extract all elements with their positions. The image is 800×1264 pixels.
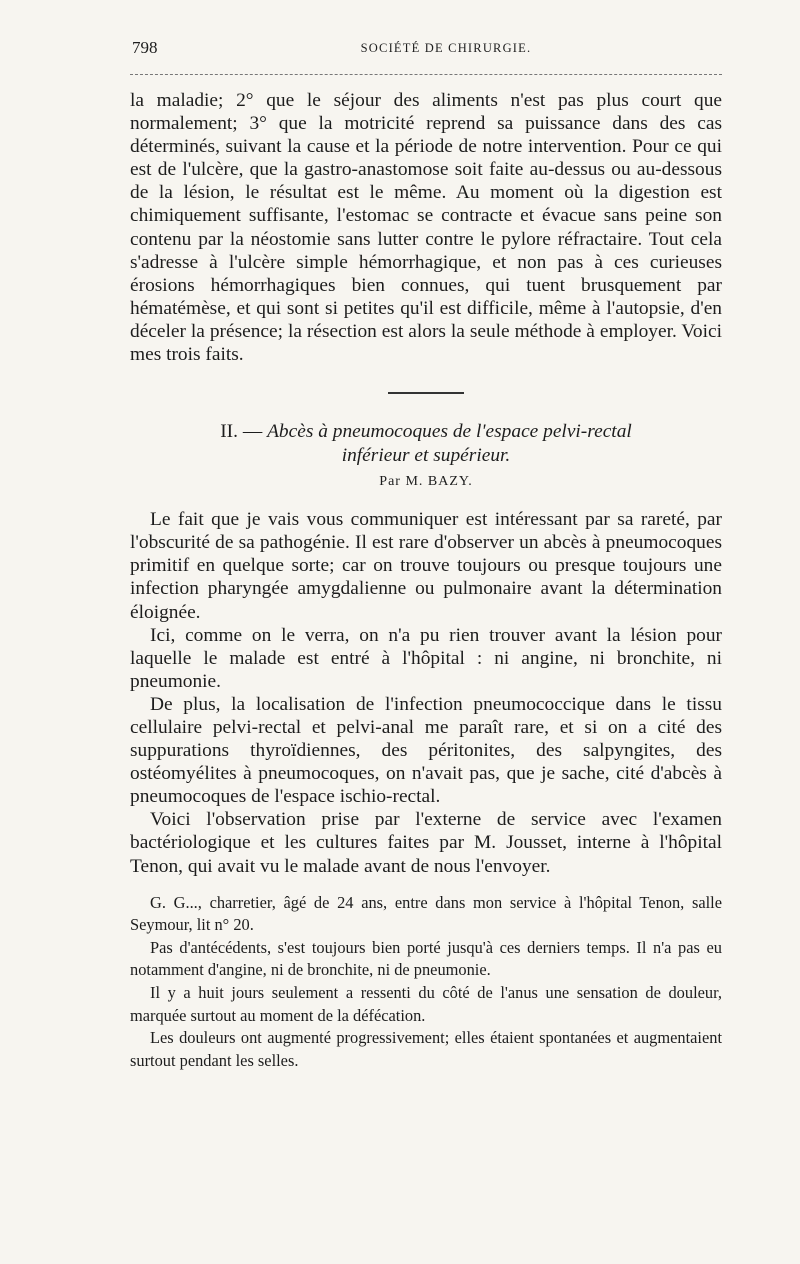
section-heading: [130, 420, 722, 468]
section-title-text: Abcès à pneumocoques de l'espace pelvi-rectal: [267, 421, 632, 443]
journal-page: [130, 38, 722, 1072]
paragraph: la maladie; 2° que le séjour des aliments n'est pas plus court que normalement; 3° que la motricité reprend sa puissance dans des cas déterminés, suivant la cause et la période de notre intervention. Pour ce qui est de l'ulcère, que la gastro-anastomose soit faite au-dessus ou au-dessous de la lésion, le résultat est le même. Au moment où la digestion est chimiquement suffisante, l'estomac se contracte et évacue sans peine son contenu par la néostomie sans lutter contre le pylore réfractaire. Tout cela s'adresse à l'ulcère simple hémorrhagique, et non pas à ces curieuses érosions hémorrhagiques bien connues, qui tuent brusquement par hématémèse, et qui sont si petites qu'il est difficile, même à l'autopsie, d'en déceler la présence; la résection est alors la seule méthode à employer. Voici mes trois faits.: [130, 90, 722, 366]
continued-text: [130, 89, 722, 366]
section-separator: [388, 392, 464, 394]
section-numeral: II. —: [220, 421, 268, 443]
paragraph: Voici l'observation prise par l'externe de service avec l'examen bactériologique et les cultures faites par M. Jousset, interne à l'hôpital Tenon, qui avait vu le malade avant de nous l'envoyer.: [130, 809, 722, 877]
paragraph: Ici, comme on le verra, on n'a pu rien trouver avant la lésion pour laquelle le malade est entré à l'hôpital : ni angine, ni bronchite, ni pneumonie.: [130, 624, 722, 692]
running-title: SOCIÉTÉ DE CHIRURGIE.: [360, 41, 532, 55]
observation-paragraph: Les douleurs ont augmenté progressivement; elles étaient spontanées et augmentaient surtout pendant les selles.: [130, 1028, 722, 1070]
article-body: [130, 508, 722, 878]
section-title-line-2: inférieur et supérieur.: [341, 445, 511, 467]
running-header: [130, 38, 722, 64]
paragraph: De plus, la localisation de l'infection pneumococcique dans le tissu cellulaire pelvi-rectal et pelvi-anal me paraît rare, et si on a cité des suppurations thyroïdiennes, des péritonites, des salpyngites, des ostéomyélites à pneumocoques, on n'avait pas, que je sache, cité d'abcès à pneumocoques de l'espace ischio-rectal.: [130, 693, 722, 808]
observation-paragraph: G. G..., charretier, âgé de 24 ans, entre dans mon service à l'hôpital Tenon, salle Seymour, lit n° 20.: [130, 892, 722, 935]
observation-paragraph: Il y a huit jours seulement a ressenti du côté de l'anus une sensation de douleur, marquée surtout au moment de la défécation.: [130, 983, 722, 1025]
author-byline: Par M. BAZY.: [379, 474, 473, 490]
section-title-line-1: [130, 420, 722, 444]
observation-paragraph: Pas d'antécédents, s'est toujours bien porté jusqu'à ces derniers temps. Il n'a pas eu notamment d'angine, ni de bronchite, ni de pneumonie.: [130, 937, 722, 980]
paragraph: Le fait que je vais vous communiquer est intéressant par sa rareté, par l'obscurité de sa pathogénie. Il est rare d'observer un abcès à pneumocoques primitif en quelque sorte; car on trouve toujours ou presque toujours une infection pharyngée amygdalienne ou pulmonaire avant la détermination éloignée.: [130, 509, 722, 623]
clinical-observation: [130, 892, 722, 1073]
page-number: 798: [132, 38, 158, 57]
header-rule: [130, 74, 722, 75]
